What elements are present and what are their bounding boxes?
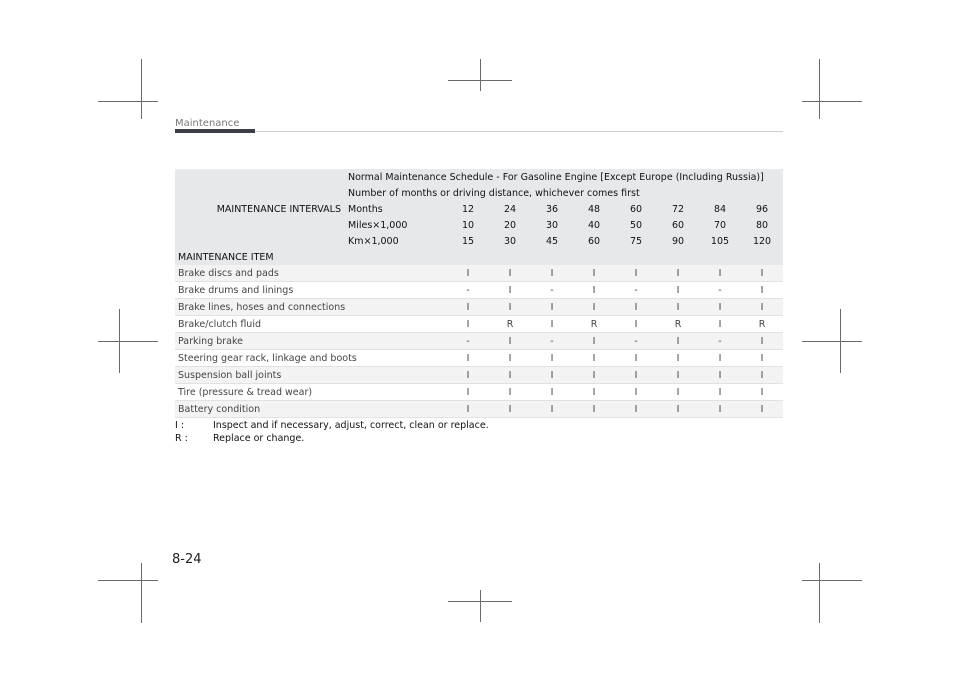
maintenance-action-cell: I — [657, 401, 699, 418]
maintenance-action-cell: I — [489, 265, 531, 282]
table-row — [175, 350, 783, 367]
interval-value: 80 — [741, 217, 783, 233]
maintenance-action-cell: I — [741, 265, 783, 282]
interval-value: 24 — [489, 201, 531, 217]
table-body — [175, 169, 783, 418]
table-title-row — [175, 169, 783, 185]
maintenance-action-cell: I — [741, 401, 783, 418]
interval-value: 75 — [615, 233, 657, 249]
maintenance-item-name: Brake discs and pads — [175, 265, 447, 282]
maintenance-action-cell: I — [573, 350, 615, 367]
maintenance-action-cell: I — [531, 401, 573, 418]
maintenance-action-cell: I — [615, 316, 657, 333]
table-row — [175, 367, 783, 384]
table-subtitle: Number of months or driving distance, whichever comes first — [345, 185, 783, 201]
interval-value: 30 — [489, 233, 531, 249]
maintenance-action-cell: - — [615, 282, 657, 299]
interval-value: 15 — [447, 233, 489, 249]
maintenance-item-name: Brake/clutch fluid — [175, 316, 447, 333]
maintenance-action-cell: I — [573, 265, 615, 282]
interval-row-label: Months — [345, 201, 447, 217]
maintenance-schedule-table — [175, 169, 783, 418]
maintenance-action-cell: I — [531, 384, 573, 401]
maintenance-action-cell: I — [657, 265, 699, 282]
maintenance-action-cell: - — [699, 282, 741, 299]
registration-mark — [119, 309, 120, 373]
maintenance-action-cell: - — [699, 333, 741, 350]
maintenance-item-name: Battery condition — [175, 401, 447, 418]
page-number: 8-24 — [172, 552, 202, 567]
maintenance-action-cell: I — [573, 384, 615, 401]
maintenance-action-cell: I — [573, 367, 615, 384]
registration-mark — [480, 59, 481, 91]
legend-text: Inspect and if necessary, adjust, correct, clean or replace. — [213, 420, 489, 431]
maintenance-action-cell: I — [615, 384, 657, 401]
maintenance-action-cell: I — [573, 401, 615, 418]
maintenance-action-cell: I — [531, 367, 573, 384]
registration-mark — [480, 590, 481, 622]
legend-key: R : — [175, 433, 188, 444]
interval-value: 84 — [699, 201, 741, 217]
maintenance-action-cell: I — [531, 265, 573, 282]
table-row — [175, 401, 783, 418]
maintenance-action-cell: I — [699, 316, 741, 333]
interval-value: 60 — [657, 217, 699, 233]
maintenance-action-cell: - — [615, 333, 657, 350]
crop-mark — [141, 59, 142, 119]
section-rule — [255, 131, 783, 132]
legend-entry — [175, 432, 489, 445]
maintenance-action-cell: R — [657, 316, 699, 333]
table-row — [175, 384, 783, 401]
interval-value: 72 — [657, 201, 699, 217]
maintenance-action-cell: I — [489, 350, 531, 367]
section-bar — [175, 129, 255, 133]
table-row — [175, 299, 783, 316]
table-row — [175, 333, 783, 350]
maintenance-action-cell: I — [489, 333, 531, 350]
maintenance-item-name: Suspension ball joints — [175, 367, 447, 384]
interval-value: 120 — [741, 233, 783, 249]
maintenance-action-cell: I — [741, 282, 783, 299]
interval-value: 40 — [573, 217, 615, 233]
interval-value: 60 — [573, 233, 615, 249]
interval-value: 105 — [699, 233, 741, 249]
maintenance-action-cell: I — [615, 401, 657, 418]
maintenance-action-cell: R — [573, 316, 615, 333]
maintenance-action-cell: I — [447, 401, 489, 418]
maintenance-action-cell: I — [447, 299, 489, 316]
interval-value: 20 — [489, 217, 531, 233]
maintenance-action-cell: I — [531, 316, 573, 333]
maintenance-item-name: Brake lines, hoses and connections — [175, 299, 447, 316]
maintenance-action-cell: I — [573, 282, 615, 299]
maintenance-action-cell: I — [699, 299, 741, 316]
maintenance-action-cell: I — [489, 299, 531, 316]
maintenance-action-cell: I — [531, 299, 573, 316]
interval-value: 50 — [615, 217, 657, 233]
interval-row-label: Km×1,000 — [345, 233, 447, 249]
crop-mark — [802, 101, 862, 102]
maintenance-action-cell: I — [531, 350, 573, 367]
maintenance-action-cell: I — [657, 282, 699, 299]
maintenance-action-cell: I — [741, 299, 783, 316]
legend-key: I : — [175, 420, 185, 431]
maintenance-action-cell: I — [699, 367, 741, 384]
table-row — [175, 316, 783, 333]
crop-mark — [98, 101, 158, 102]
maintenance-action-cell: - — [531, 333, 573, 350]
maintenance-action-cell: I — [447, 384, 489, 401]
interval-value: 12 — [447, 201, 489, 217]
maintenance-intervals-label: MAINTENANCE INTERVALS — [175, 169, 345, 249]
maintenance-item-name: Tire (pressure & tread wear) — [175, 384, 447, 401]
maintenance-action-cell: I — [447, 350, 489, 367]
interval-value: 96 — [741, 201, 783, 217]
maintenance-action-cell: I — [657, 299, 699, 316]
legend-text: Replace or change. — [213, 433, 305, 444]
interval-value: 90 — [657, 233, 699, 249]
maintenance-action-cell: I — [699, 350, 741, 367]
maintenance-action-cell: I — [657, 333, 699, 350]
maintenance-action-cell: I — [657, 350, 699, 367]
legend — [175, 419, 489, 445]
maintenance-action-cell: I — [447, 265, 489, 282]
maintenance-action-cell: I — [699, 401, 741, 418]
crop-mark — [802, 580, 862, 581]
maintenance-action-cell: I — [657, 367, 699, 384]
maintenance-action-cell: I — [741, 384, 783, 401]
maintenance-action-cell: I — [489, 384, 531, 401]
section-label: Maintenance — [175, 118, 240, 129]
maintenance-action-cell: R — [489, 316, 531, 333]
maintenance-item-name: Brake drums and linings — [175, 282, 447, 299]
maintenance-action-cell: - — [531, 282, 573, 299]
table-row — [175, 265, 783, 282]
maintenance-action-cell: I — [699, 265, 741, 282]
maintenance-item-header: MAINTENANCE ITEM — [175, 249, 783, 265]
maintenance-action-cell: I — [489, 282, 531, 299]
maintenance-action-cell: I — [741, 333, 783, 350]
maintenance-action-cell: I — [447, 367, 489, 384]
crop-mark — [141, 563, 142, 623]
maintenance-action-cell: I — [573, 299, 615, 316]
interval-value: 10 — [447, 217, 489, 233]
table-title: Normal Maintenance Schedule - For Gasoline Engine [Except Europe (Including Russia)] — [345, 169, 783, 185]
legend-entry — [175, 419, 489, 432]
registration-mark — [840, 309, 841, 373]
table-row — [175, 282, 783, 299]
maintenance-action-cell: I — [699, 384, 741, 401]
maintenance-action-cell: I — [615, 350, 657, 367]
interval-value: 45 — [531, 233, 573, 249]
maintenance-item-name: Parking brake — [175, 333, 447, 350]
maintenance-action-cell: - — [447, 282, 489, 299]
interval-value: 70 — [699, 217, 741, 233]
maintenance-action-cell: I — [489, 367, 531, 384]
registration-mark — [802, 341, 862, 342]
maintenance-action-cell: I — [741, 350, 783, 367]
maintenance-action-cell: I — [573, 333, 615, 350]
crop-mark — [819, 563, 820, 623]
maintenance-item-name: Steering gear rack, linkage and boots — [175, 350, 447, 367]
interval-value: 48 — [573, 201, 615, 217]
crop-mark — [819, 59, 820, 119]
maintenance-item-header-row — [175, 249, 783, 265]
maintenance-action-cell: I — [741, 367, 783, 384]
maintenance-action-cell: I — [615, 367, 657, 384]
crop-mark — [98, 580, 158, 581]
maintenance-action-cell: R — [741, 316, 783, 333]
maintenance-action-cell: I — [489, 401, 531, 418]
registration-mark — [98, 341, 158, 342]
interval-value: 30 — [531, 217, 573, 233]
interval-value: 36 — [531, 201, 573, 217]
maintenance-action-cell: I — [447, 316, 489, 333]
interval-value: 60 — [615, 201, 657, 217]
maintenance-action-cell: - — [447, 333, 489, 350]
maintenance-action-cell: I — [615, 299, 657, 316]
interval-row-label: Miles×1,000 — [345, 217, 447, 233]
maintenance-action-cell: I — [615, 265, 657, 282]
maintenance-action-cell: I — [657, 384, 699, 401]
